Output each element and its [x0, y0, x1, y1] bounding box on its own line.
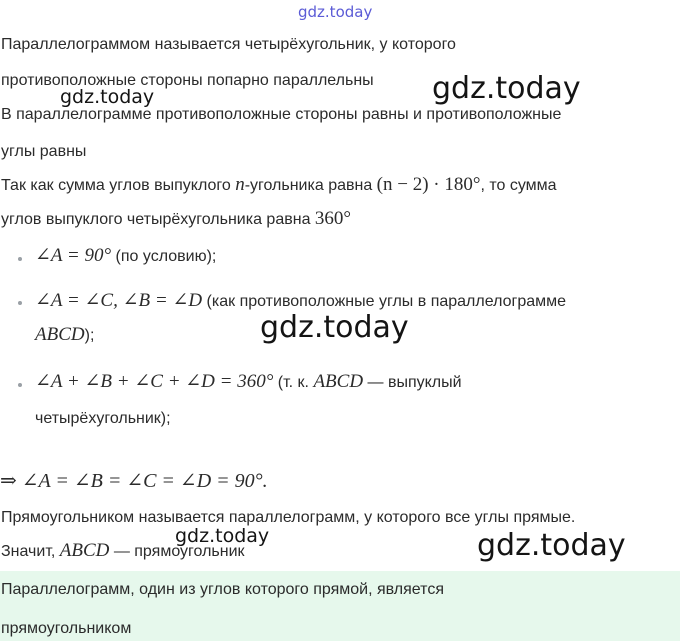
bullet-item-2-line-2 — [35, 324, 94, 346]
math-expression: ABCD — [59, 540, 110, 561]
bullet-item-3-line-2: четырёхугольник); — [35, 410, 171, 427]
bullet-text: ); — [84, 327, 95, 344]
result-callout — [0, 571, 680, 641]
rectangle-text: — прямоугольник — [109, 543, 245, 560]
math-n: n — [235, 174, 245, 195]
watermark-top: gdz.today — [298, 3, 373, 21]
watermark: gdz.today — [260, 310, 409, 345]
bullet-text: (т. к. — [273, 374, 314, 391]
math-expression: ABCD — [313, 371, 364, 392]
rectangle-text: Значит, — [1, 543, 60, 560]
angle-sum-text: -угольника равна — [244, 177, 377, 194]
callout-line-2: прямоугольником — [1, 620, 132, 637]
angle-sum-text: углов выпуклого четырёхугольника равна — [1, 211, 315, 228]
bullet-text: (как противоположные углы в параллелограмме — [202, 293, 567, 310]
callout-line-1: Параллелограмм, один из углов которого прямой, является — [1, 581, 444, 598]
math-formula: (n − 2) · 180° — [376, 174, 481, 195]
bullet-dot — [18, 257, 22, 261]
math-expression: ABCD — [35, 324, 85, 345]
watermark: gdz.today — [432, 71, 581, 106]
watermark: gdz.today — [477, 528, 626, 563]
property-line-2: углы равны — [1, 143, 87, 160]
watermark: gdz.today — [60, 86, 155, 108]
bullet-item-3-line-1 — [35, 370, 462, 393]
angle-sum-text: Так как сумма углов выпуклого — [1, 177, 236, 194]
rectangle-definition: Прямоугольником называется параллелограмм, у которого все углы прямые. — [1, 509, 576, 526]
math-expression: ∠A = 90° — [35, 245, 112, 266]
bullet-dot — [18, 301, 22, 305]
conclusion-formula: ⇒ ∠A = ∠B = ∠C = ∠D = 90°. — [0, 470, 268, 492]
definition-line-1: Параллелограммом называется четырёхугольник, у которого — [1, 36, 456, 53]
watermark: gdz.today — [175, 525, 270, 547]
bullet-text: — выпуклый — [363, 374, 462, 391]
bullet-text: (по условию); — [111, 248, 217, 265]
math-value: 360° — [314, 208, 352, 229]
angle-sum-line-1 — [1, 174, 557, 196]
math-expression: ∠A = ∠C, ∠B = ∠D — [35, 290, 203, 311]
definition-line-2: противоположные стороны попарно параллельны — [1, 72, 374, 89]
bullet-dot — [18, 383, 22, 387]
angle-sum-text: , то сумма — [480, 177, 557, 194]
bullet-item-1 — [35, 244, 216, 267]
math-expression: ∠A + ∠B + ∠C + ∠D = 360° — [35, 371, 274, 392]
angle-sum-line-2 — [1, 208, 351, 230]
property-line-1: В параллелограмме противоположные стороны равны и противоположные — [1, 106, 562, 123]
bullet-item-2-line-1 — [35, 289, 566, 312]
